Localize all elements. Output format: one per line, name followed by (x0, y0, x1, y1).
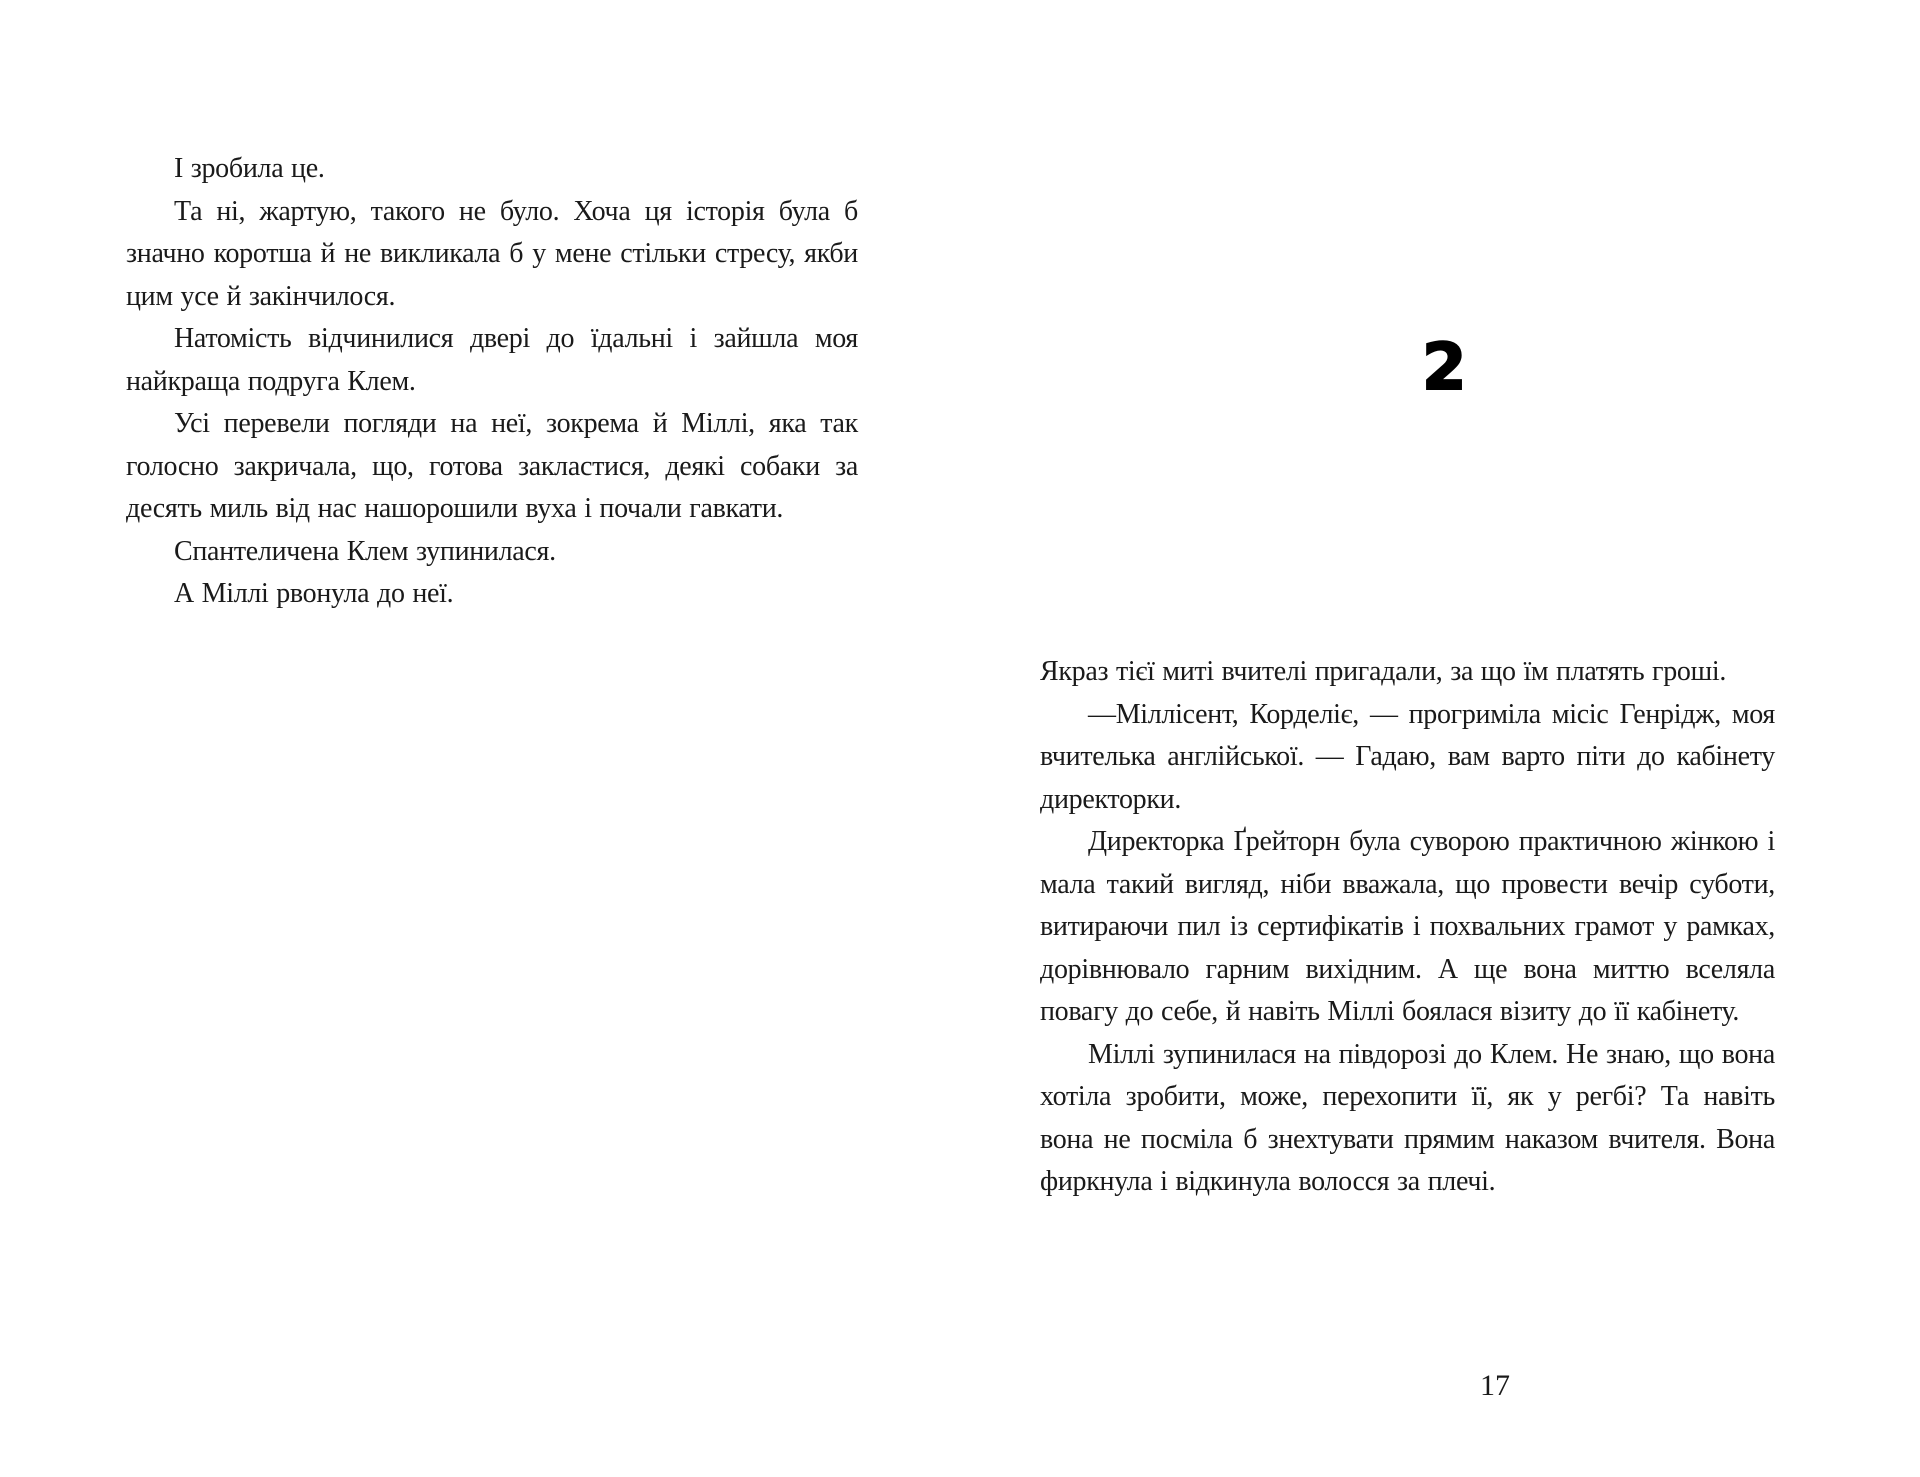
paragraph: Та ні, жартую, такого не було. Хоча ця історія була б значно коротша й не викликала б у мене стільки стресу, якби цим усе й закінчилося. (126, 195, 858, 312)
paragraph: Натомість відчинилися двері до їдальні і зайшла моя найкраща подруга Клем. (126, 323, 858, 397)
page-number: 17 (1480, 1369, 1510, 1402)
right-page (960, 0, 1920, 1477)
chapter-number: 2 (1422, 331, 1467, 405)
paragraph: Міллі зупинилася на півдорозі до Клем. Не знаю, що вона хотіла зробити, може, перехопити її, як у регбі? Та навіть вона не посміла б знехтувати прямим наказом вчителя. Вона фиркнула і відкинула волосся за плечі. (1040, 1038, 1775, 1197)
paragraph: Спантеличена Клем зупинилася. (174, 535, 556, 567)
paragraph: —Міллісент, Корделіє, — прогриміла місіс Генрідж, моя вчителька англійської. — Гадаю, вам варто піти до кабінету директорки. (1040, 698, 1775, 815)
paragraph: А Міллі рвонула до неї. (174, 578, 454, 609)
left-page-text (126, 148, 858, 616)
paragraph: Усі перевели погляди на неї, зокрема й Міллі, яка так голосно закричала, що, готова закластися, деякі собаки за десять миль від нас нашорошили вуха і почали гавкати. (126, 408, 858, 524)
paragraph: Директорка Ґрейторн була суворою практичною жінкою і мала такий вигляд, ніби вважала, що провести вечір суботи, витираючи пил із сертифікатів і похвальних грамот у рамках, дорівнювало гарним вихідним. А ще вона миттю вселяла повагу до себе, й навіть Міллі боялася візиту до її кабінету. (1040, 826, 1775, 1027)
paragraph: Якраз тієї миті вчителі пригадали, за що їм платять гроші. (1040, 656, 1727, 687)
right-page-text (1040, 651, 1775, 1204)
paragraph: І зробила це. (174, 153, 325, 184)
